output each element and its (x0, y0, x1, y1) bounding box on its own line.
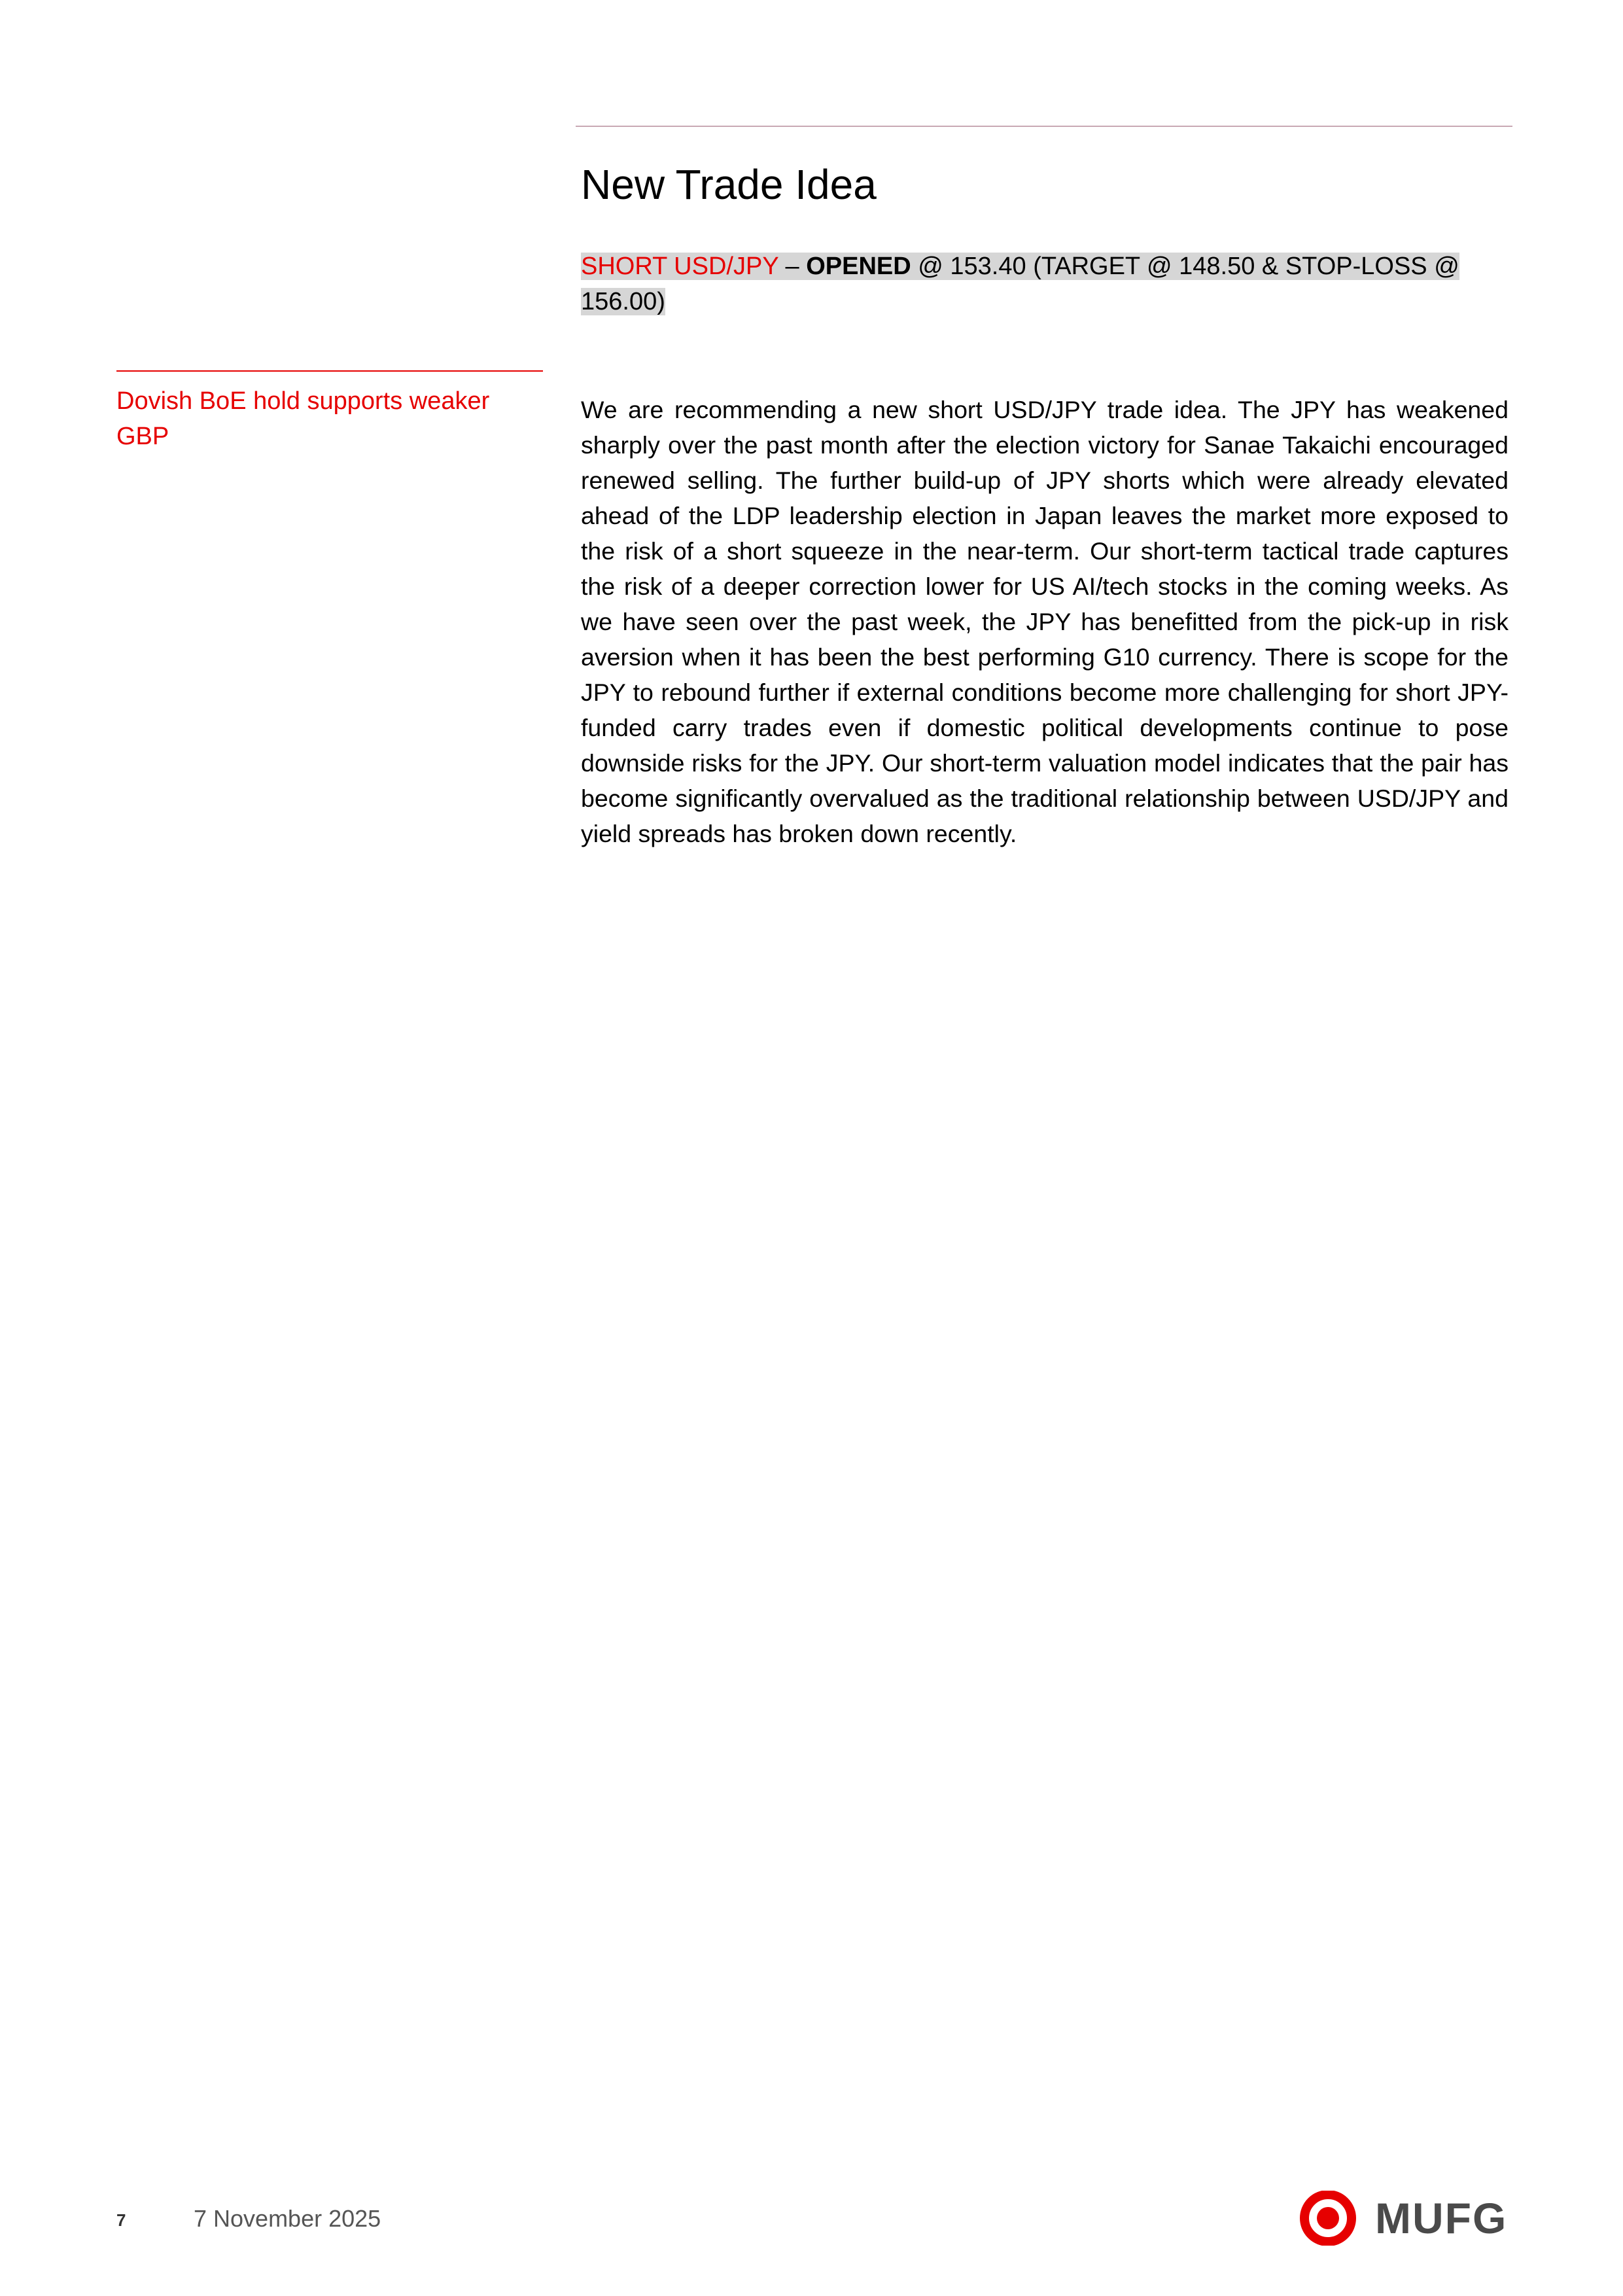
sidebar-heading: Dovish BoE hold supports weaker GBP (116, 387, 490, 450)
mufg-logo-icon (1290, 2191, 1366, 2246)
top-divider (576, 126, 1512, 127)
mufg-logo (1290, 2191, 1512, 2246)
page-number: 7 (116, 2210, 126, 2230)
logo-wordmark: MUFG (1375, 2194, 1508, 2242)
trade-summary (581, 249, 1510, 319)
report-date: 7 November 2025 (194, 2205, 381, 2232)
page-title: New Trade Idea (581, 161, 877, 208)
trade-details: @ 153.40 (TARGET @ 148.50 & STOP-LOSS @ 156.00) (581, 253, 1459, 315)
trade-dash: – (778, 253, 807, 280)
trade-status: OPENED (806, 253, 911, 280)
body-paragraph: We are recommending a new short USD/JPY trade idea. The JPY has weakened sharply over the past month after the election victory for Sanae Takaichi encouraged renewed selling. The further build-up of JPY shorts which were already elevated ahead of the LDP leadership election in Japan leaves the market more exposed to the risk of a short squeeze in the near-term. Our short-term tactical trade captures the risk of a deeper correction lower for US AI/tech stocks in the coming weeks. As we have seen over the past week, the JPY has benefitted from the pick-up in risk aversion when it has been the best performing G10 currency. There is scope for the JPY to rebound further if external conditions become more challenging for short JPY-funded carry trades even if domestic political developments continue to pose downside risks for the JPY. Our short-term valuation model indicates that the pair has become significantly overvalued as the traditional relationship between USD/JPY and yield spreads has broken down recently. (581, 396, 1509, 847)
trade-instrument: SHORT USD/JPY (581, 253, 778, 280)
sidebar-divider (116, 370, 543, 372)
